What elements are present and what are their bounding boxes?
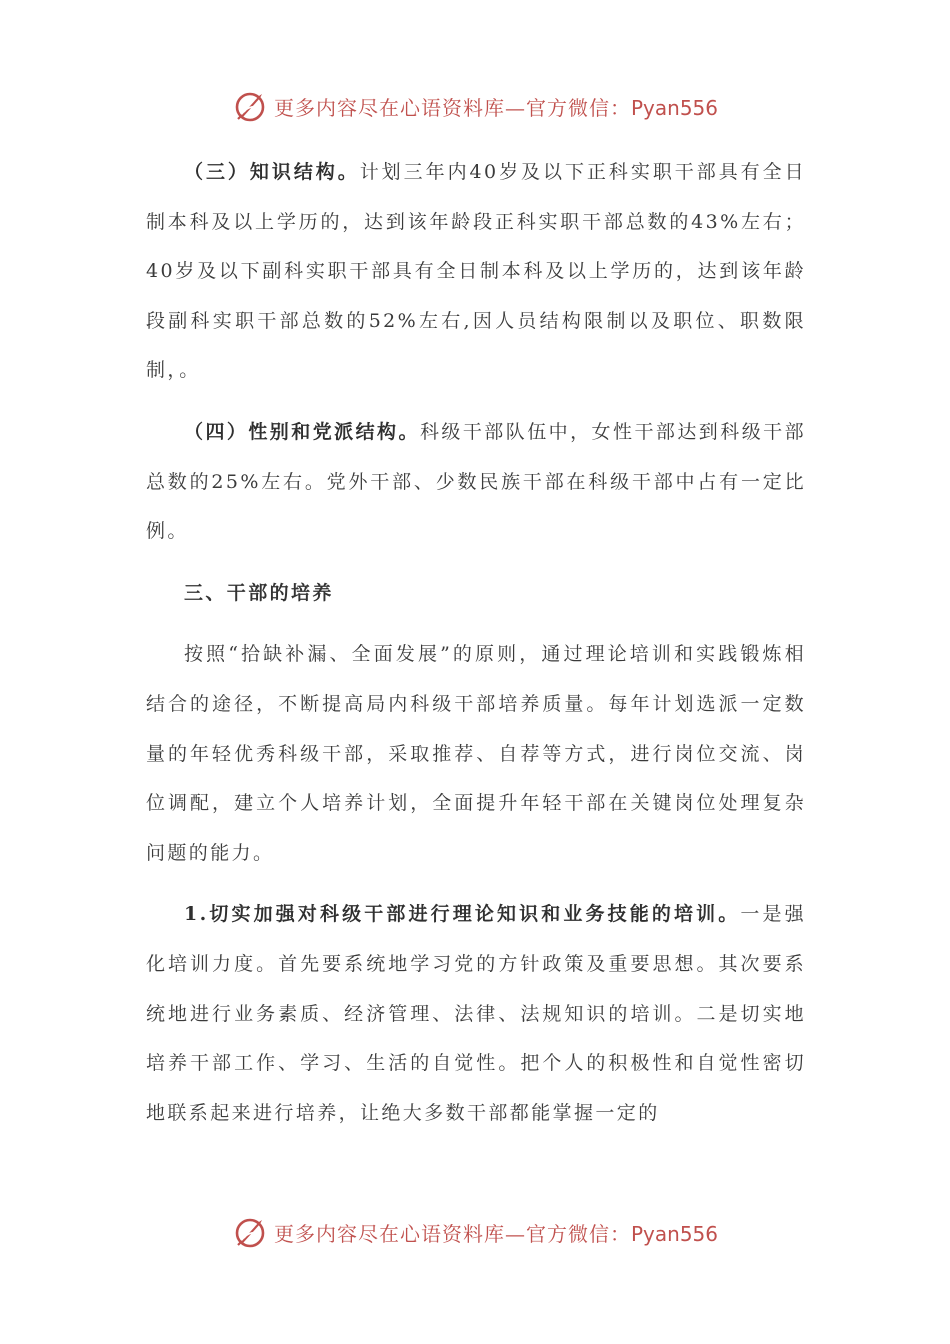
paragraph-gap <box>146 396 806 408</box>
paragraph-text: 计划三年内40岁及以下正科实职干部具有全日制本科及以上学历的，达到该年龄段正科实职干部总数的43%左右；40岁及以下副科实职干部具有全日制本科及以上学历的，达到该年龄段副科实职干部总数的52%左右,因人员结构限制以及职位、职数限制，。 <box>146 161 807 382</box>
banner-wechat-label: 官方微信： <box>525 95 631 120</box>
paragraph-title: （三）知识结构。 <box>184 161 360 183</box>
paragraph-gender-party-structure <box>146 408 806 557</box>
banner-label: 更多内容尽在心语资料库 <box>273 1221 505 1246</box>
banner-dash: — <box>504 1221 526 1246</box>
section-heading-training: 三、干部的培养 <box>184 581 334 604</box>
paragraph-text: 按照“拾缺补漏、全面发展”的原则，通过理论培训和实践锻炼相结合的途径，不断提高局内科级干部培养质量。每年计划选派一定数量的年轻优秀科级干部，采取推荐、自荐等方式，进行岗位交流、岗位调配，建立个人培养计划，全面提升年轻干部在关键岗位处理复杂问题的能力。 <box>146 643 806 864</box>
banner-inner <box>232 1214 718 1250</box>
paragraph-text: 科级干部队伍中，女性干部达到科级干部总数的25%左右。党外干部、少数民族干部在科级干部中占有一定比例。 <box>146 420 806 543</box>
paragraph-text: 一是强化培训力度。首先要系统地学习党的方针政策及重要思想。其次要系统地进行业务素质、经济管理、法律、法规知识的培训。二是切实地培养干部工作、学习、生活的自觉性。把个人的积极性和自觉性密切地联系起来进行培养，让绝大多数干部都能掌握一定的 <box>146 903 806 1124</box>
paragraph-gap <box>146 557 806 569</box>
banner-wechat-label: 官方微信： <box>525 1221 631 1246</box>
footer-watermark-banner <box>0 1210 950 1254</box>
document-body <box>146 148 806 1138</box>
paragraph-knowledge-structure <box>146 148 806 396</box>
quill-logo-icon <box>232 88 268 124</box>
paragraph-title: 1.切实加强对科级干部进行理论知识和业务技能的培训。 <box>184 903 741 926</box>
paragraph-theory-skill-training <box>146 890 806 1138</box>
paragraph-training-principle <box>146 630 806 878</box>
banner-text <box>274 1218 718 1247</box>
banner-dash: — <box>504 95 526 120</box>
banner-wechat-id: Pyan556 <box>630 95 718 120</box>
banner-text <box>274 92 718 121</box>
paragraph-title: （四）性别和党派结构。 <box>184 420 420 443</box>
banner-label: 更多内容尽在心语资料库 <box>273 95 505 120</box>
banner-wechat-id: Pyan556 <box>630 1221 718 1246</box>
quill-logo-icon <box>232 1214 268 1250</box>
banner-inner <box>232 88 718 124</box>
paragraph-gap <box>146 618 806 630</box>
paragraph-gap <box>146 878 806 890</box>
header-watermark-banner <box>0 84 950 128</box>
